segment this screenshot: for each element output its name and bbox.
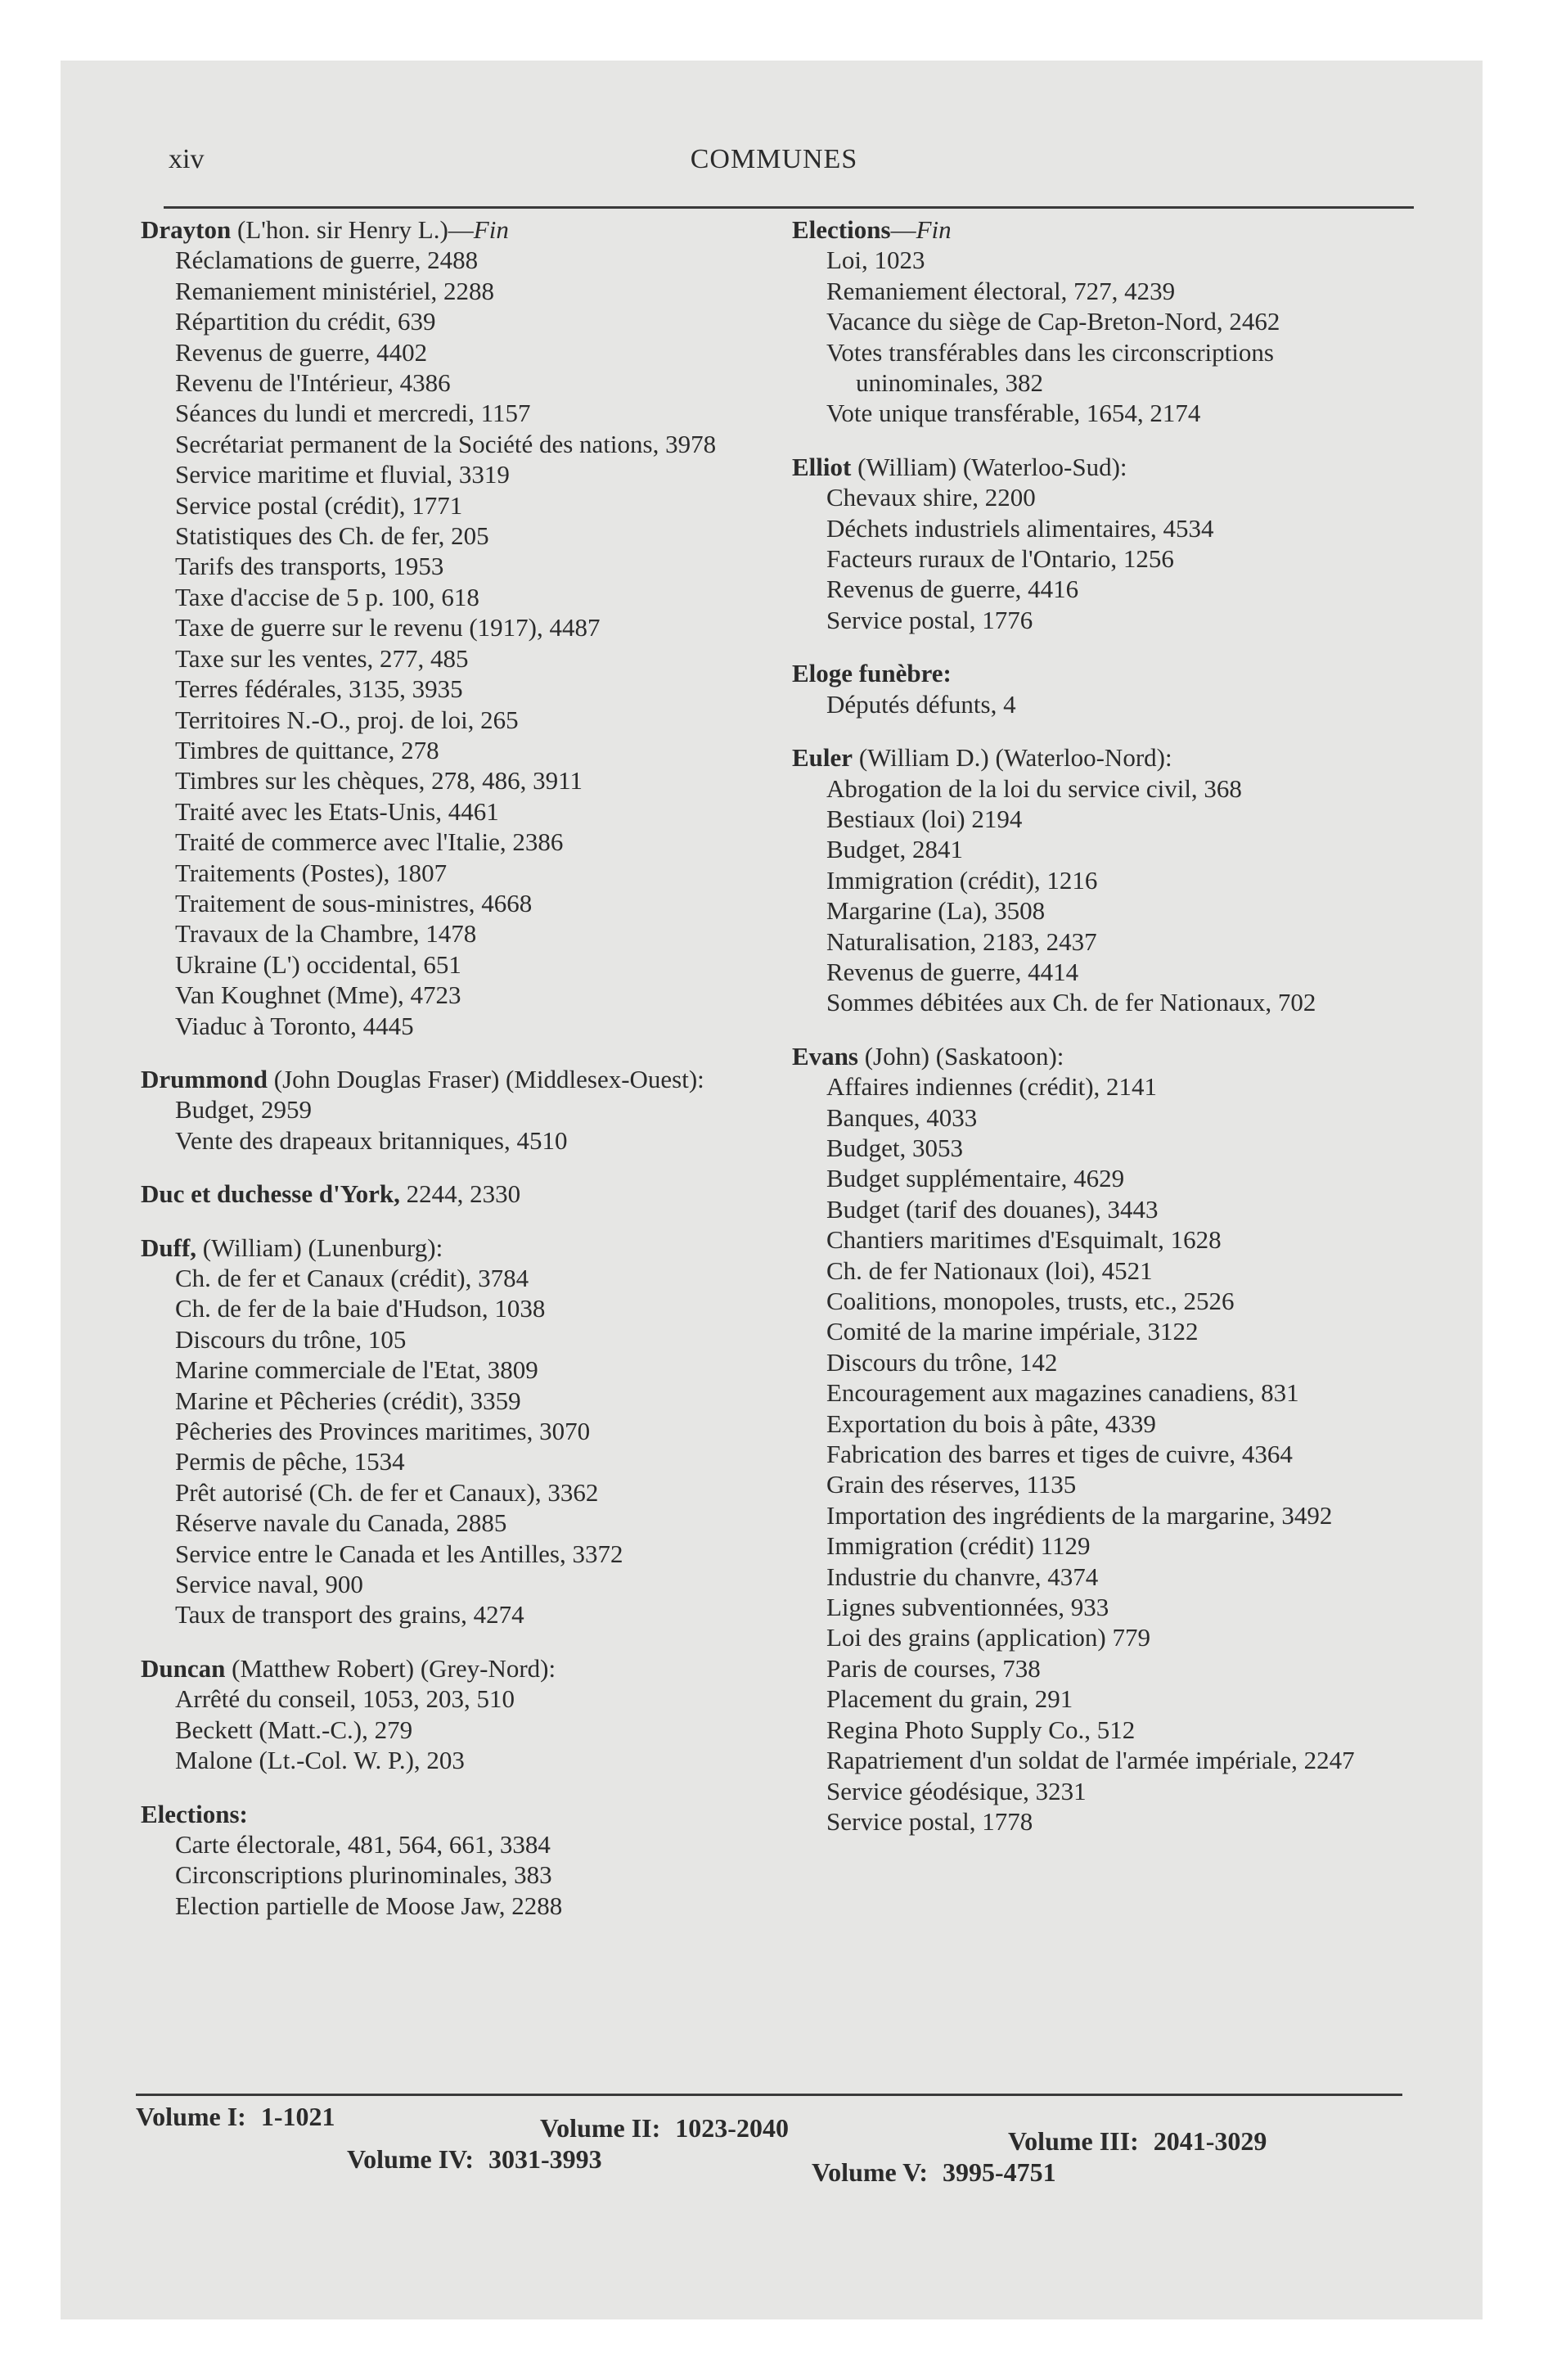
subentry: Service postal (crédit), 1771 [175, 490, 463, 520]
running-head: COMMUNES [690, 144, 858, 174]
footer-volume-1 [136, 2102, 335, 2132]
entry-qualifier: (William D.) (Waterloo-Nord): [853, 743, 1172, 773]
subentry: Timbres de quittance, 278 [175, 735, 439, 764]
entry-qualifier: (John Douglas Fraser) (Middlesex-Ouest): [268, 1064, 704, 1093]
footer-volume-3 [1008, 2126, 1267, 2157]
entry-name: Duc et duchesse d'York, [141, 1179, 400, 1209]
subentry: Fabrication des barres et tiges de cuivre, 4364 [826, 1440, 1293, 1469]
subentry: Sommes débitées aux Ch. de fer Nationaux, 702 [826, 988, 1316, 1017]
left-column [141, 214, 763, 1921]
subentry: Margarine (La), 3508 [826, 896, 1046, 926]
subentry: Industrie du chanvre, 4374 [826, 1562, 1099, 1591]
entry-heading-line [792, 1041, 1414, 1071]
subentry: Marine et Pêcheries (crédit), 3359 [175, 1386, 521, 1415]
entry-name: Elections: [141, 1799, 248, 1828]
page-number: xiv [169, 144, 205, 174]
volume-range: 3995-4751 [942, 2157, 1056, 2187]
volume-label: Volume IV: [347, 2144, 474, 2174]
subentry: Remaniement électoral, 727, 4239 [826, 276, 1176, 305]
index-entry [792, 658, 1414, 719]
subentry: Affaires indiennes (crédit), 2141 [826, 1072, 1158, 1102]
subentry: Service maritime et fluvial, 3319 [175, 460, 510, 489]
entry-qualifier: 2244, 2330 [399, 1179, 521, 1209]
subentry: Encouragement aux magazines canadiens, 831 [826, 1378, 1299, 1408]
volume-range: 1-1021 [260, 2102, 335, 2131]
entry-name: Drayton [141, 215, 232, 244]
volume-range: 3031-3993 [488, 2144, 602, 2174]
continued-label: Fin [916, 215, 952, 244]
entry-name: Euler [792, 743, 853, 773]
entry-qualifier: — [890, 215, 916, 244]
volume-label: Volume III: [1008, 2126, 1139, 2156]
volume-label: Volume II: [540, 2113, 661, 2143]
entry-name: Drummond [141, 1064, 268, 1093]
subentry: Députés défunts, 4 [826, 689, 1016, 719]
subentry: Traité avec les Etats-Unis, 4461 [175, 796, 499, 826]
subentry: Carte électorale, 481, 564, 661, 3384 [175, 1829, 551, 1859]
volume-range: 1023-2040 [675, 2113, 789, 2143]
subentry: Revenus de guerre, 4402 [175, 337, 428, 367]
subentry: Lignes subventionnées, 933 [826, 1593, 1109, 1622]
index-entry [141, 214, 763, 1041]
subentry: Traitement de sous-ministres, 4668 [175, 888, 533, 917]
subentry: Service postal, 1778 [826, 1806, 1033, 1836]
subentry: Exportation du bois à pâte, 4339 [826, 1409, 1156, 1438]
subentry: Comité de la marine impériale, 3122 [826, 1317, 1199, 1346]
subentry: Ch. de fer Nationaux (loi), 4521 [826, 1255, 1153, 1285]
right-column [792, 214, 1414, 1837]
footer-volume-5 [812, 2157, 1056, 2188]
subentry: Placement du grain, 291 [826, 1684, 1073, 1714]
subentry: Immigration (crédit) 1129 [826, 1531, 1091, 1561]
entry-name: Elections [792, 215, 891, 244]
subentry: Discours du trône, 142 [826, 1347, 1058, 1377]
subentry: Revenus de guerre, 4416 [826, 575, 1079, 604]
entry-name: Eloge funèbre: [792, 659, 952, 688]
subentry: Votes transférables dans les circonscriptions uninominales, 382 [826, 337, 1274, 398]
subentry: Travaux de la Chambre, 1478 [175, 919, 477, 949]
subentry: Répartition du crédit, 639 [175, 307, 436, 336]
subentry: Chevaux shire, 2200 [826, 483, 1036, 512]
subentry: Vote unique transférable, 1654, 2174 [826, 399, 1201, 428]
subentry: Paris de courses, 738 [826, 1653, 1041, 1683]
subentry: Traitements (Postes), 1807 [175, 858, 448, 887]
volume-range: 2041-3029 [1153, 2126, 1267, 2156]
subentry: Terres fédérales, 3135, 3935 [175, 674, 463, 704]
subentry: Budget, 2959 [175, 1095, 313, 1125]
index-entry [141, 1179, 763, 1209]
subentry: Service géodésique, 3231 [826, 1776, 1087, 1805]
index-entry [141, 1799, 763, 1922]
subentry: Pêcheries des Provinces maritimes, 3070 [175, 1417, 591, 1446]
index-entry [792, 742, 1414, 1018]
subentry: Taxe d'accise de 5 p. 100, 618 [175, 582, 479, 611]
subentry: Territoires N.-O., proj. de loi, 265 [175, 705, 519, 734]
volume-label: Volume I: [136, 2102, 246, 2131]
entry-name: Elliot [792, 452, 852, 481]
entry-qualifier: (John) (Saskatoon): [857, 1041, 1064, 1071]
entry-qualifier: (Matthew Robert) (Grey-Nord): [225, 1653, 556, 1683]
subentry: Chantiers maritimes d'Esquimalt, 1628 [826, 1225, 1222, 1255]
entry-name: Evans [792, 1041, 858, 1071]
subentry: Remaniement ministériel, 2288 [175, 276, 494, 305]
subentry: Bestiaux (loi) 2194 [826, 804, 1023, 833]
entry-heading-line [141, 1233, 763, 1263]
subentry: Coalitions, monopoles, trusts, etc., 2526 [826, 1287, 1235, 1315]
index-entry [792, 1041, 1414, 1837]
subentry: Loi, 1023 [826, 246, 925, 275]
subentry: Budget (tarif des douanes), 3443 [826, 1194, 1159, 1224]
index-entry [792, 214, 1414, 429]
entry-heading-line [141, 1179, 763, 1209]
entry-heading-line [792, 742, 1414, 773]
entry-heading-line [792, 452, 1414, 482]
subentry: Taxe sur les ventes, 277, 485 [175, 643, 469, 673]
subentry: Déchets industriels alimentaires, 4534 [826, 513, 1214, 543]
entry-heading-line [141, 1799, 763, 1829]
subentry: Ch. de fer et Canaux (crédit), 3784 [175, 1264, 529, 1292]
subentry: Réserve navale du Canada, 2885 [175, 1508, 507, 1538]
subentry: Revenus de guerre, 4414 [826, 957, 1079, 986]
subentry: Immigration (crédit), 1216 [826, 865, 1098, 895]
subentry: Viaduc à Toronto, 4445 [175, 1011, 414, 1040]
subentry: Tarifs des transports, 1953 [175, 552, 444, 581]
entry-name: Duff, [141, 1233, 197, 1262]
entry-qualifier: (L'hon. sir Henry L.)— [231, 215, 474, 244]
subentry: Importation des ingrédients de la margarine, 3492 [826, 1500, 1333, 1530]
footer-rule [136, 2094, 1402, 2096]
subentry: Marine commerciale de l'Etat, 3809 [175, 1355, 538, 1385]
subentry: Loi des grains (application) 779 [826, 1623, 1151, 1652]
subentry: Banques, 4033 [826, 1102, 978, 1132]
index-entry [141, 1653, 763, 1776]
header-rule [164, 206, 1414, 209]
subentry: Taxe de guerre sur le revenu (1917), 4487 [175, 613, 601, 642]
subentry: Permis de pêche, 1534 [175, 1447, 405, 1476]
subentry: Regina Photo Supply Co., 512 [826, 1715, 1136, 1744]
entry-qualifier: (William) (Lunenburg): [196, 1233, 443, 1262]
entry-heading-line [141, 1653, 763, 1684]
index-entry [141, 1064, 763, 1156]
subentry: Vacance du siège de Cap-Breton-Nord, 2462 [826, 307, 1280, 336]
subentry: Election partielle de Moose Jaw, 2288 [175, 1891, 563, 1920]
index-entry [792, 452, 1414, 635]
subentry: Prêt autorisé (Ch. de fer et Canaux), 3362 [175, 1477, 599, 1507]
subentry: Beckett (Matt.-C.), 279 [175, 1715, 413, 1744]
subentry: Van Koughnet (Mme), 4723 [175, 980, 461, 1010]
subentry: Budget, 2841 [826, 835, 964, 864]
subentry: Réclamations de guerre, 2488 [175, 246, 479, 275]
continued-label: Fin [473, 215, 509, 244]
footer-volume-2 [540, 2113, 789, 2143]
subentry: Statistiques des Ch. de fer, 205 [175, 521, 489, 551]
entry-name: Duncan [141, 1653, 226, 1683]
subentry: Malone (Lt.-Col. W. P.), 203 [175, 1746, 465, 1775]
subentry: Secrétariat permanent de la Société des nations, 3978 [175, 429, 717, 458]
subentry: Facteurs ruraux de l'Ontario, 1256 [826, 544, 1174, 574]
subentry: Ch. de fer de la baie d'Hudson, 1038 [175, 1294, 546, 1323]
subentry: Abrogation de la loi du service civil, 368 [826, 773, 1242, 803]
subentry: Taux de transport des grains, 4274 [175, 1600, 524, 1629]
footer-volume-4 [347, 2144, 602, 2175]
subentry: Ukraine (L') occidental, 651 [175, 949, 461, 979]
subentry: Timbres sur les chèques, 278, 486, 3911 [175, 766, 583, 796]
volume-label: Volume V: [812, 2157, 928, 2187]
subentry: Arrêté du conseil, 1053, 203, 510 [175, 1684, 515, 1714]
entry-qualifier: (William) (Waterloo-Sud): [851, 452, 1127, 481]
subentry: Circonscriptions plurinominales, 383 [175, 1860, 552, 1890]
subentry: Discours du trône, 105 [175, 1324, 407, 1354]
subentry: Séances du lundi et mercredi, 1157 [175, 399, 531, 428]
subentry: Service postal, 1776 [826, 605, 1033, 634]
index-entry [141, 1233, 763, 1630]
entry-heading-line [792, 214, 1414, 245]
subentry: Budget supplémentaire, 4629 [826, 1164, 1125, 1193]
subentry: Naturalisation, 2183, 2437 [826, 926, 1097, 956]
entry-heading-line [792, 658, 1414, 688]
entry-heading-line [141, 214, 763, 245]
subentry: Budget, 3053 [826, 1133, 964, 1162]
subentry: Rapatriement d'un soldat de l'armée impériale, 2247 [826, 1746, 1355, 1775]
subentry: Service naval, 900 [175, 1570, 363, 1599]
entry-heading-line [141, 1064, 763, 1094]
subentry: Revenu de l'Intérieur, 4386 [175, 368, 451, 398]
subentry: Traité de commerce avec l'Italie, 2386 [175, 827, 564, 857]
subentry: Service entre le Canada et les Antilles, 3372 [175, 1539, 623, 1568]
subentry: Vente des drapeaux britanniques, 4510 [175, 1125, 568, 1155]
subentry: Grain des réserves, 1135 [826, 1470, 1077, 1499]
